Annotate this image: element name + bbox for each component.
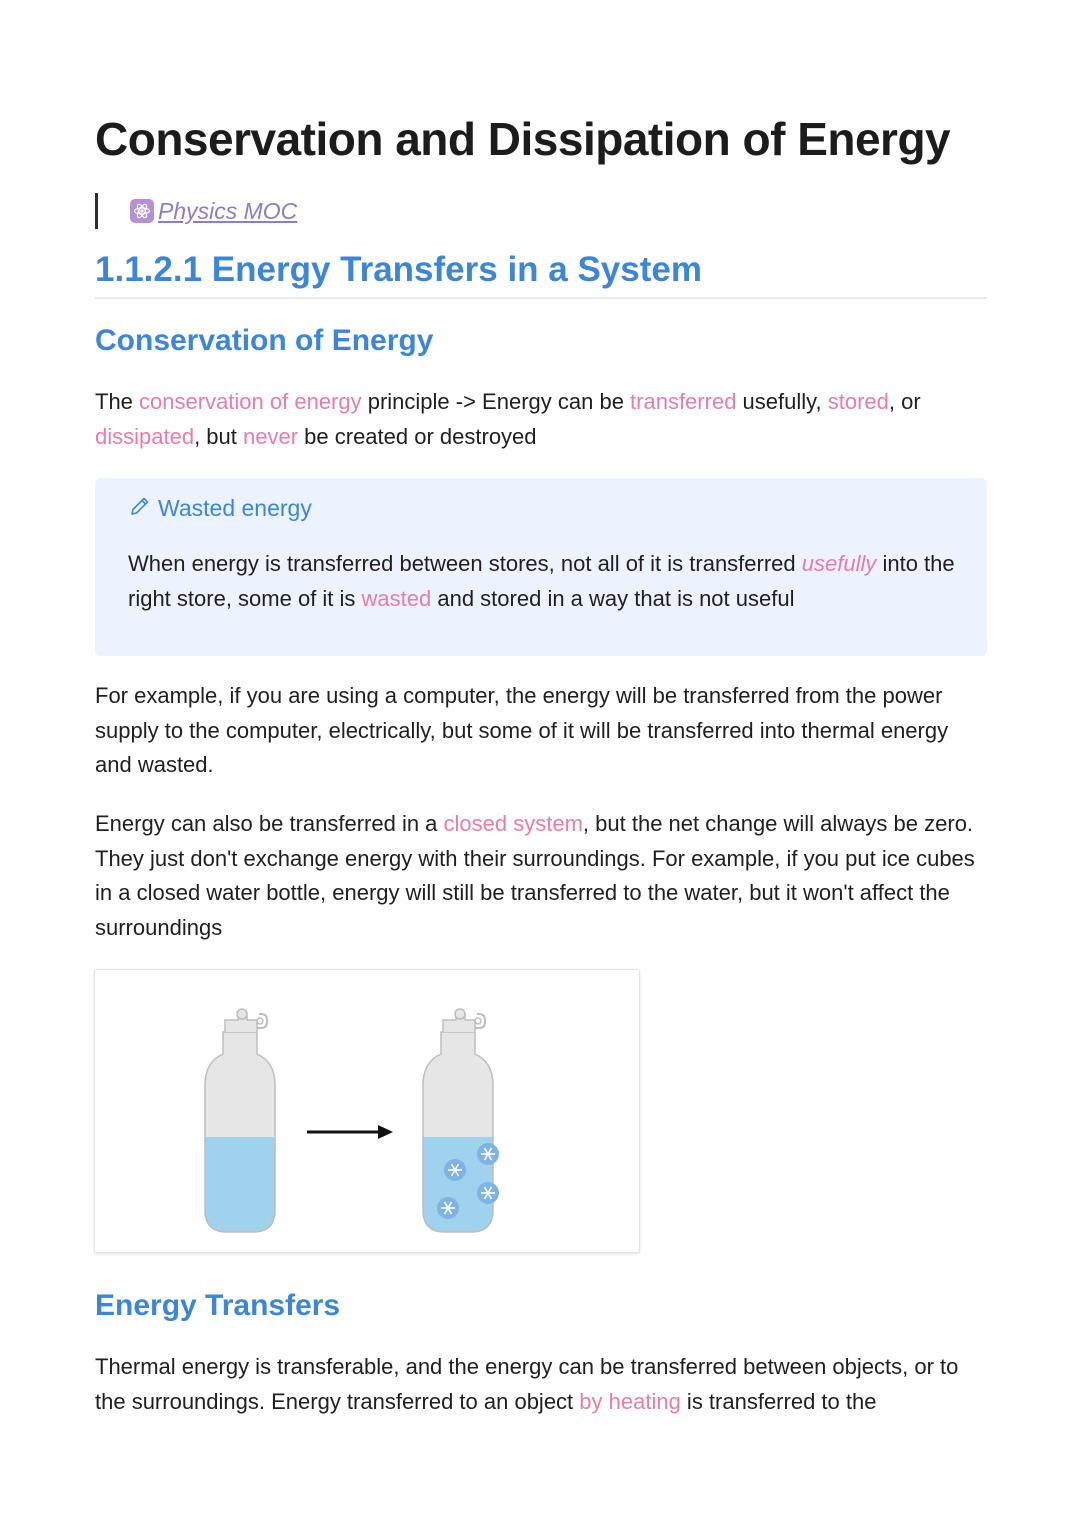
page-title: Conservation and Dissipation of Energy: [95, 113, 951, 165]
highlight-text: usefully: [801, 551, 877, 576]
text-run: , but the net change will always be zero. They just don't exchange energy with their surroundings. For example, if you put ice cubes in a closed water bottle, energy will still be transferred to the water, but it won't affect the surroundings: [95, 811, 975, 940]
text-run: Thermal energy is transferable, and the energy can be transferred between objects, or to the surroundings. Energy transferred to an object: [95, 1354, 959, 1414]
snowflake-icon: [437, 1197, 459, 1219]
highlight-text: by heating: [579, 1388, 681, 1414]
physics-moc-link[interactable]: Physics MOC: [158, 197, 298, 224]
energy-transfers-paragraph: [95, 1350, 987, 1419]
text-run: be created or destroyed: [298, 423, 537, 449]
text-run: , or: [888, 389, 921, 414]
text-run: and stored in a way that is not useful: [431, 586, 795, 611]
snowflake-icon: [477, 1143, 499, 1165]
callout-header: [128, 494, 312, 523]
text-run: into the right store, some of it is: [128, 551, 955, 611]
subsection-heading-energy-transfers: Energy Transfers: [95, 1289, 341, 1322]
highlight-text: wasted: [361, 586, 432, 611]
text-run: principle -> Energy can be: [361, 389, 631, 414]
callout-title: Wasted energy: [158, 495, 312, 521]
highlight-text: dissipated: [95, 423, 195, 449]
atom-icon: [130, 199, 154, 223]
wasted-energy-callout: [95, 478, 987, 656]
section-divider: [95, 297, 987, 299]
computer-example-paragraph: For example, if you are using a computer, the energy will be transferred from the power supply to the computer, electrically, but some of it will be transferred into thermal energy and wasted.: [95, 683, 949, 777]
bottle-diagram: [95, 970, 639, 1252]
conservation-paragraph: [95, 385, 987, 454]
highlight-text: transferred: [630, 389, 737, 414]
highlight-text: conservation of energy: [139, 389, 362, 414]
highlight-text: stored: [827, 389, 889, 414]
pencil-icon: [128, 494, 152, 523]
text-run: usefully,: [736, 389, 828, 414]
section-heading: 1.1.2.1 Energy Transfers in a System: [95, 250, 702, 289]
highlight-text: never: [243, 423, 299, 449]
moc-breadcrumb: [95, 193, 297, 229]
arrow-right-icon: [307, 1125, 393, 1139]
quote-bar: [95, 193, 98, 229]
callout-body: [128, 546, 978, 616]
water-bottle-icon: [195, 1009, 285, 1237]
closed-system-paragraph: [95, 807, 987, 945]
text-run: Energy can also be transferred in a: [95, 811, 444, 836]
text-run: , but: [194, 423, 243, 449]
text-run: When energy is transferred between stores, not all of it is transferred: [128, 551, 802, 576]
snowflake-icon: [444, 1159, 466, 1181]
subsection-heading-conservation: Conservation of Energy: [95, 324, 434, 357]
text-run: The: [95, 389, 140, 414]
highlight-text: closed system: [443, 811, 583, 836]
snowflake-icon: [477, 1182, 499, 1204]
text-run: is transferred to the: [680, 1388, 877, 1414]
bottle-ice-figure: [94, 969, 640, 1253]
